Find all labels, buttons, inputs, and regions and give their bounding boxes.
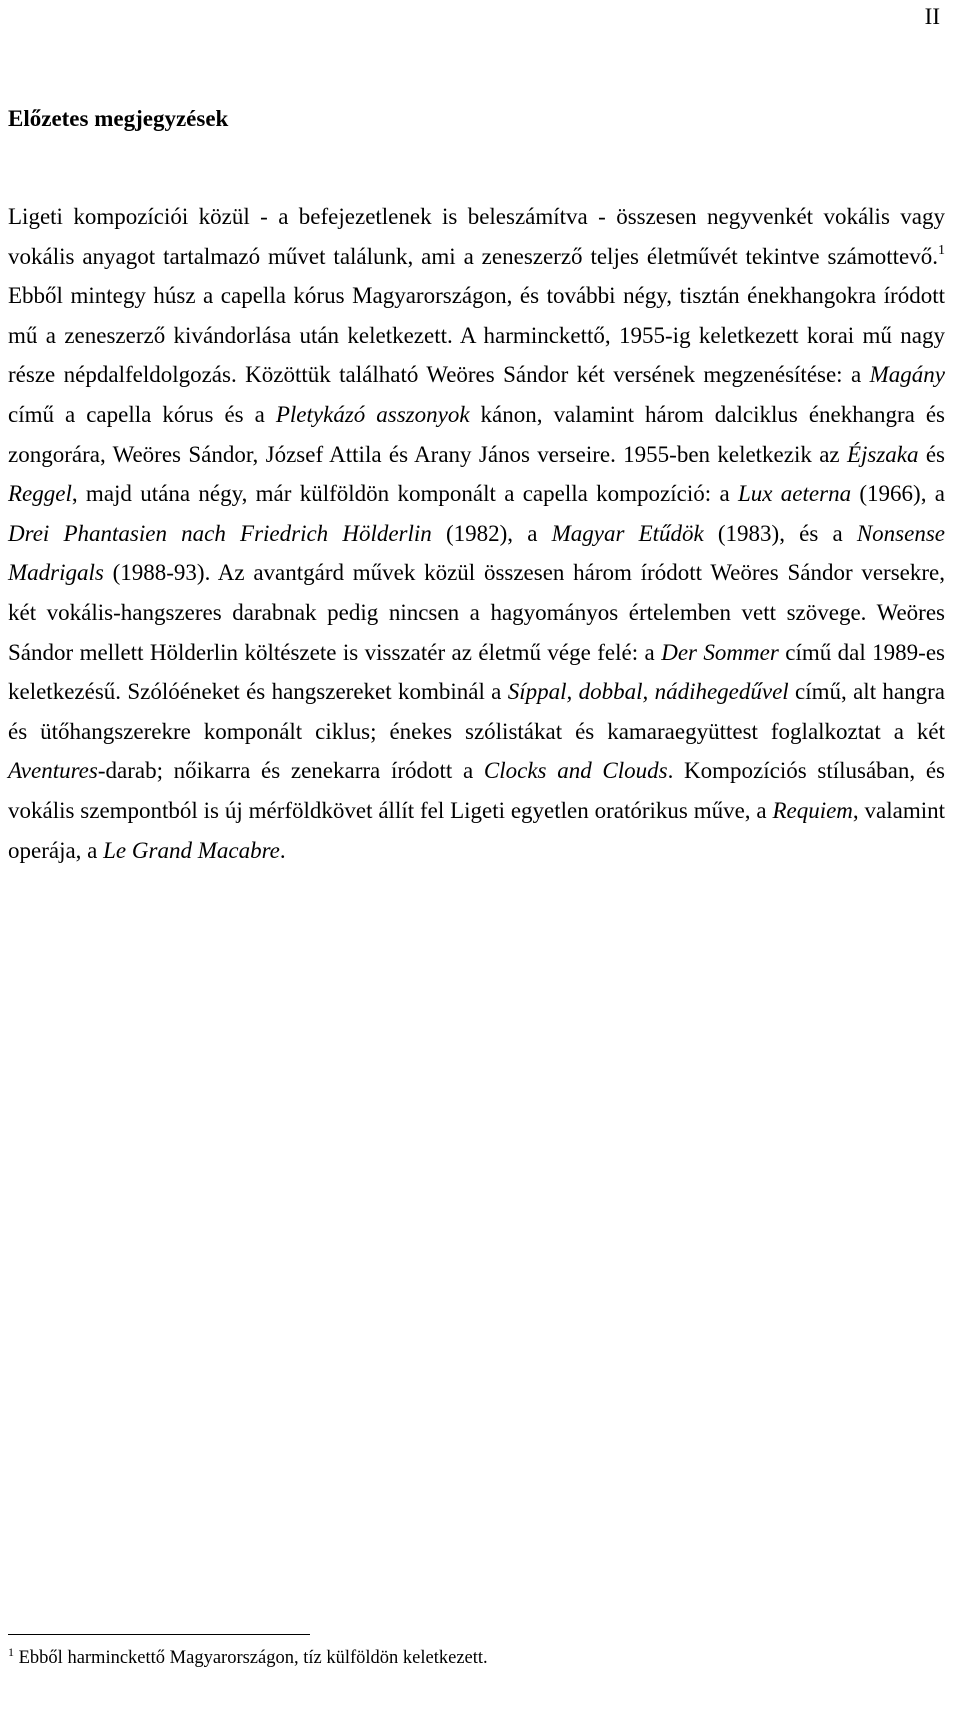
footnote-reference[interactable]: 1 xyxy=(938,242,945,258)
footnote xyxy=(8,1644,488,1672)
text-segment: -darab; nőikarra és zenekarra íródott a xyxy=(97,758,484,784)
body-paragraph xyxy=(8,197,945,870)
section-heading: Előzetes megjegyzések xyxy=(8,106,229,131)
work-title: Aventures xyxy=(8,758,98,784)
text-segment: . Kompozíciós stílusában, és vokális szempontból is új mérföldkövet állít fel Ligeti egyetlen oratórikus műve, a xyxy=(8,758,946,823)
footnote-divider xyxy=(8,1634,310,1635)
work-title: Le Grand Macabre xyxy=(103,837,280,863)
work-title: Reggel xyxy=(8,481,72,507)
text-segment: című, alt hangra és ütőhangszerekre komponált ciklus; énekes szólistákat és kamaraegyüttest foglalkoztat a két xyxy=(8,679,945,744)
text-segment: Ebből mintegy húsz a capella kórus Magyarországon, és további négy, tisztán énekhangokra íródott mű a zeneszerző kivándorlása után keletkezett. A harminckettő, 1955-ig keletkezett korai mű nagy része népdalfeldolgozás. Közöttük található Weöres Sándor két versének megzenésítése: a xyxy=(8,283,945,388)
text-segment: című a capella kórus és a xyxy=(8,401,276,427)
work-title: Nonsense Madrigals xyxy=(8,520,946,586)
work-title: Magyar Etűdök xyxy=(551,520,704,546)
text-segment: című dal 1989-es keletkezésű. Szólóéneket és hangszereket kombinál a xyxy=(8,639,946,705)
text-segment: (1982), a xyxy=(431,520,552,546)
text-segment: (1988-93). Az avantgárd művek közül összesen három íródott Weöres Sándor versekre, két vokális-hangszeres darabnak pedig nincsen a hagyományos értelemben vett szövege. Weöres Sándor mellett Hölderlin költészete is visszatér az életmű vége felé: a xyxy=(8,560,945,665)
text-segment: (1983), és a xyxy=(703,520,857,546)
text-segment: és xyxy=(918,441,945,467)
page-number: II xyxy=(924,4,940,29)
text-segment: , majd utána négy, már külföldön komponált a capella kompozíció: a xyxy=(71,481,738,507)
work-title: Requiem xyxy=(772,797,853,823)
work-title: Lux aeterna xyxy=(737,481,852,507)
work-title: Síppal, dobbal, nádihegedűvel xyxy=(507,679,789,705)
work-title: Clocks and Clouds xyxy=(483,758,668,784)
work-title: Drei Phantasien nach Friedrich Hölderlin xyxy=(8,520,432,546)
text-segment: Ligeti kompozíciói közül - a befejezetlenek is beleszámítva - összesen negyvenkét vokális vagy vokális anyagot tartalmazó művet találunk, ami a zeneszerző teljes életművét tekintve számottevő. xyxy=(8,204,945,269)
text-segment: , valamint operája, a xyxy=(8,797,945,863)
work-title: Éjszaka xyxy=(846,441,919,467)
footnote-marker: 1 xyxy=(8,1645,14,1659)
text-segment: kánon, valamint három dalciklus énekhangra és zongorára, Weöres Sándor, József Attila és Arany János verseire. 1955-ben keletkezik az xyxy=(8,401,945,467)
text-segment: . xyxy=(279,837,286,863)
text-segment: (1966), a xyxy=(851,481,945,507)
footnote-text: Ebből harminckettő Magyarországon, tíz külföldön keletkezett. xyxy=(14,1648,488,1668)
work-title: Pletykázó asszonyok xyxy=(275,401,470,427)
work-title: Magány xyxy=(869,362,945,388)
work-title: Der Sommer xyxy=(661,639,779,665)
